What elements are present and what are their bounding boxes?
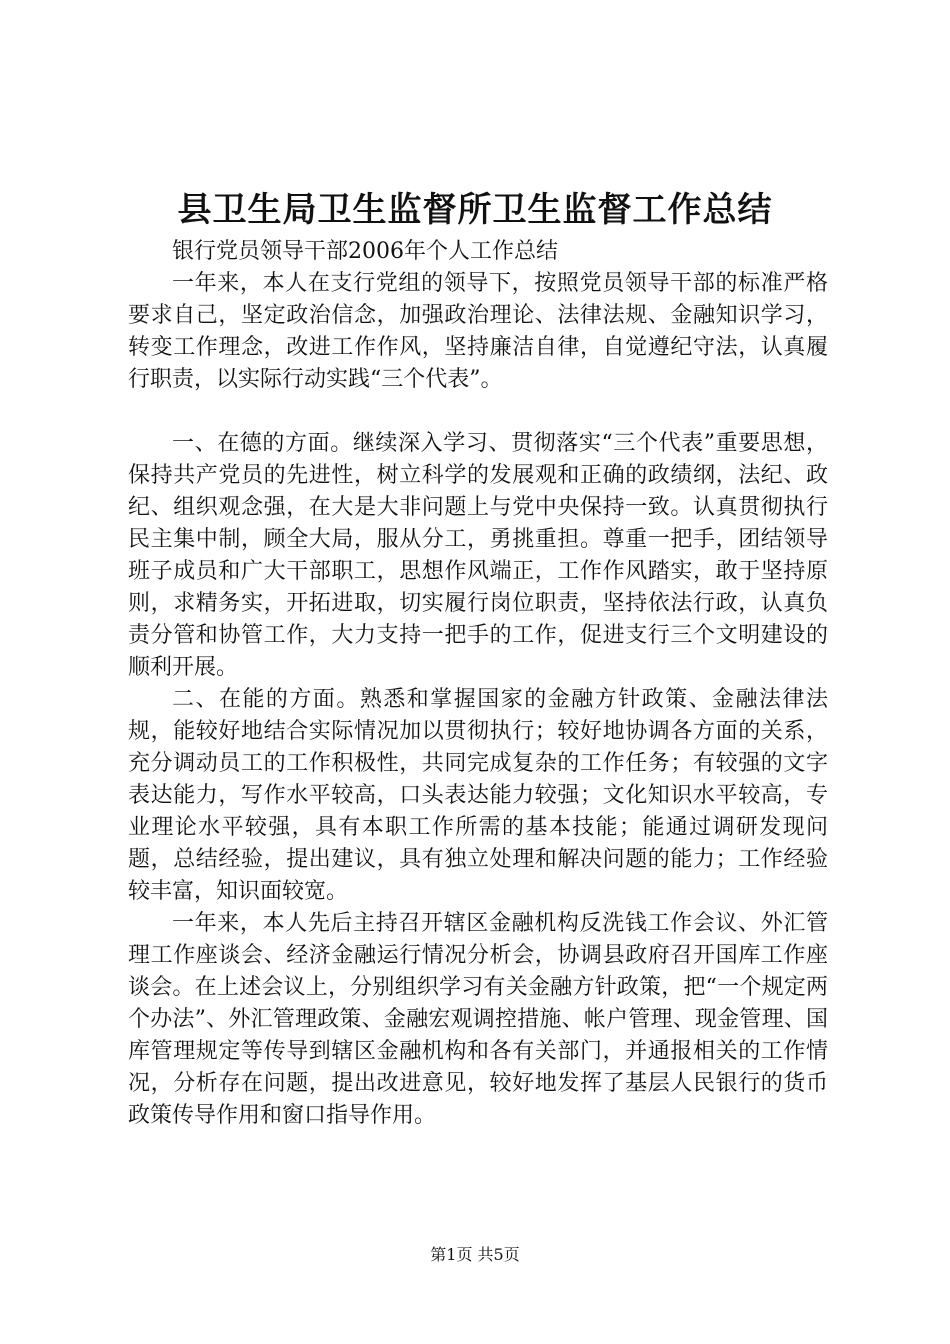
paragraph-spacer xyxy=(128,396,828,428)
document-body xyxy=(128,236,828,1132)
paragraph-intro: 一年来，本人在支行党组的领导下，按照党员领导干部的标准严格要求自己，坚定政治信念，加强政治理论、法律法规、金融知识学习，转变工作理念，改进工作作风，坚持廉洁自律，自觉遵纪守法，认真履行职责，以实际行动实践“三个代表”。 xyxy=(128,271,828,392)
page-number-footer: 第1页 共5页 xyxy=(430,1245,520,1264)
document-title: 县卫生局卫生监督所卫生监督工作总结 xyxy=(177,190,773,230)
paragraph-ability: 二、在能的方面。熟悉和掌握国家的金融方针政策、金融法律法规，能较好地结合实际情况加以贯彻执行；较好地协调各方面的关系，充分调动员工的工作积极性，共同完成复杂的工作任务；有较强的文字表达能力，写作水平较高，口头表达能力较强；文化知识水平较高，专业理论水平较强，具有本职工作所需的基本技能；能通过调研发现问题，总结经验，提出建议，具有独立处理和解决问题的能力；工作经验较丰富，知识面较宽。 xyxy=(128,687,828,904)
paragraph-morality: 一、在德的方面。继续深入学习、贯彻落实“三个代表”重要思想，保持共产党员的先进性，树立科学的发展观和正确的政绩纲，法纪、政纪、组织观念强，在大是大非问题上与党中央保持一致。认真贯彻执行民主集中制，顾全大局，服从分工，勇挑重担。尊重一把手，团结领导班子成员和广大干部职工，思想作风端正，工作作风踏实，敢于坚持原则，求精务实，开拓进取，切实履行岗位职责，坚持依法行政，认真负责分管和协管工作，大力支持一把手的工作，促进支行三个文明建设的顺利开展。 xyxy=(128,431,828,680)
paragraph-meetings: 一年来，本人先后主持召开辖区金融机构反洗钱工作会议、外汇管理工作座谈会、经济金融运行情况分析会，协调县政府召开国库工作座谈会。在上述会议上，分别组织学习有关金融方针政策，把“一个规定两个办法”、外汇管理政策、金融宏观调控措施、帐户管理、现金管理、国库管理规定等传导到辖区金融机构和各有关部门，并通报相关的工作情况，分析存在问题，提出改进意见，较好地发挥了基层人民银行的货币政策传导作用和窗口指导作用。 xyxy=(128,911,828,1128)
document-subtitle: 银行党员领导干部2006年个人工作总结 xyxy=(172,239,558,264)
